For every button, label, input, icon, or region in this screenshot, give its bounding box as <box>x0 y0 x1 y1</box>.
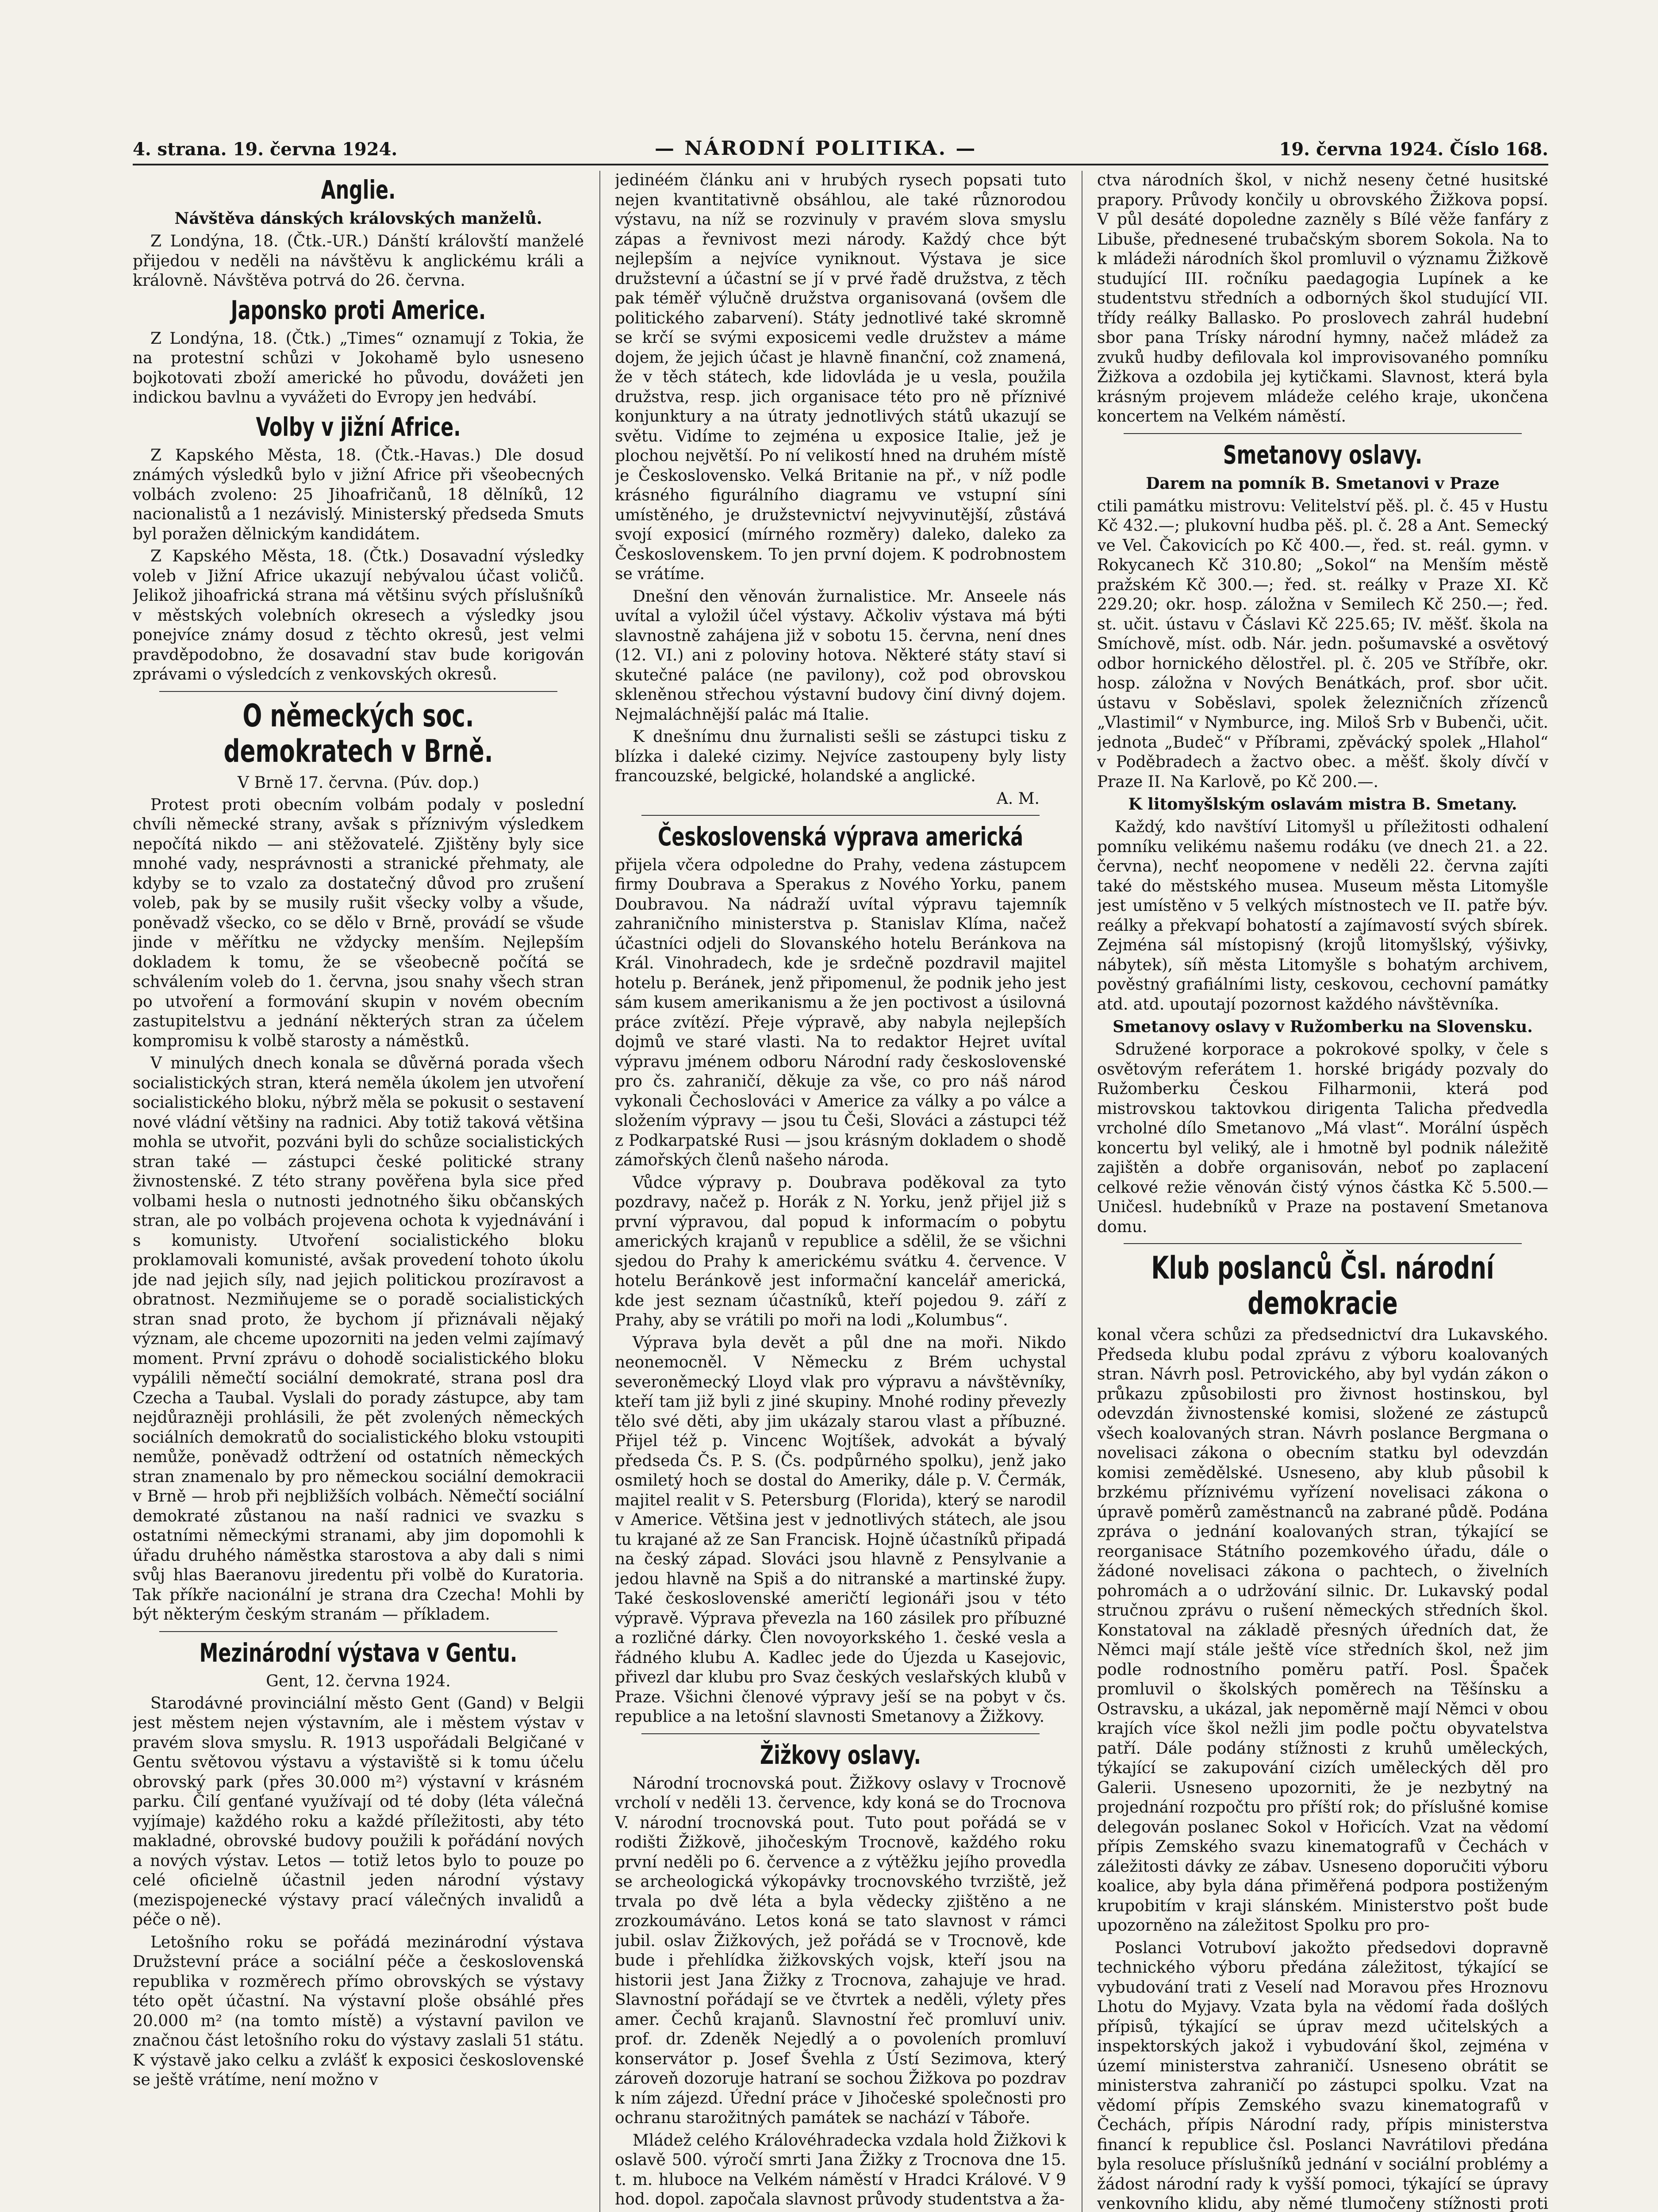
article-separator <box>1124 1243 1522 1244</box>
article-subtitle-anglie: Návštěva dánských královských manželů. <box>174 209 542 228</box>
article-subtitle: Smetanovy oslavy v Ružomberku na Slovensku. <box>1113 1018 1533 1036</box>
article-subtitle: K litomyšlským oslavám mistra B. Smetany. <box>1128 795 1517 814</box>
article-title-brno: O německých soc. demokratech v Brně. <box>223 697 493 769</box>
article-title-anglie: Anglie. <box>321 175 396 205</box>
article-title-afrika: Volby v jižní Africe. <box>256 411 461 442</box>
article-text: Každý, kdo navštíví Litomyšl u příležitosti odhalení pomníku velikému našemu rodáku (ve dnech 21. a 22. června), nechť neopomene v neděli 22. června zajíti také do městského musea. Museum města Litomyšle jest umístěno v 5 velkých místnostech ve II. patře býv. reálky a překvapí bohatostí a zajímavostí svých sbírek. Zejména sál místopisný (krojů litomyšlský, výšivky, nábytek), síň města Litomyšle s bohatým archivem, pověstný grafiálními listy, ceskovou, cechovní památky atd. atd. upoutají pozornost každého návštěvníka. <box>1097 818 1548 1014</box>
article-title-gent: Mezinárodní výstava v Gentu. <box>199 1637 518 1668</box>
header-issue-number: 19. června 1924. Číslo 168. <box>1279 139 1548 160</box>
page-header <box>133 137 1548 162</box>
article-text: Vůdce výpravy p. Doubrava poděkoval za tyto pozdravy, načež p. Horák z N. Yorku, jenž přijel již s první výpravou, dal popud k informacím o pobytu amerických krajanů v republice a sdělil, že se všichni sjedou do Prahy k americkému svátku 4. července. V hotelu Beránkově jest informační kancelář americká, kde jest seznam účastníků, kteří pojedou 9. září z Prahy, aby se vrátili po moři na lodi „Kolumbus“. <box>615 1173 1066 1329</box>
article-dateline: Gent, 12. června 1924. <box>266 1672 451 1690</box>
article-title-klub: Klub poslanců Čsl. národní demokracie <box>1151 1250 1494 1321</box>
header-page-date: 4. strana. 19. června 1924. <box>133 139 398 160</box>
article-separator <box>159 1631 557 1632</box>
article-text: Národní trocnovská pout. Žižkovy oslavy v Trocnově vrcholí v neděli 13. července, kdy koná se do Trocnova V. národní trocnovská pout. Tuto pout pořádá se v rodišti Žižkově, jihočeským Trocnově, každého roku první neděli po 6. července a z výtěžku jejího provedla se archeologická výkopávky trocnovského tvrziště, jež trvala po dvě léta a byla vědecky zjištěno a ne zrozkoumáváno. Letos koná se tato slavnost v rámci jubil. oslav Žižkových, jež pořádá se v Trocnově, kde bude i přehlídka žižkovských vojsk, kteří jsou na historii jest Jana Žižky z Trocnova, zahajuje ve hrad. Slavnostní pořádají se ve čtvrtek a neděli, výlety přes amer. Čechů krajanů. Slavnostní řeč promluví univ. prof. dr. Zdeněk Nejedlý a o povoleních promluví konservátor p. Josef Švehla z Ústí Sezimova, který zároveň dozoruje hatraní se sochou Žižkova po pozdrav k ním zájezd. Úřední práce v Jihočeské společnosti pro ochranu starožitných památek se nachází v Táboře. <box>615 1774 1066 2127</box>
article-text: Protest proti obecním volbám podaly v poslední chvíli německé strany, avšak s příznivým výsledkem nepočítá nikdo — ani stěžovatelé. Zjištěny byly sice mnohé vady, nesprávnosti a stranické přehmaty, ale kdyby se to vzalo za dostatečný důvod pro zrušení voleb, pak by se musily rušit všecky volby a všude, poněvadž všecko, co se dělo v Brně, provádí se všude jinde v měřítku ne vždycky menším. Nejlepším dokladem k tomu, že se všeobecně počítá se schválením voleb do 1. června, jsou snahy všech stran po utvoření a formování skupin v novém obecním zastupitelstvu a jednání některých stran za účelem kompromisu k volbě starosty a náměstků. <box>133 795 584 1050</box>
article-text: Sdružené korporace a pokrokové spolky, v čele s osvětovým referátem 1. horské brigády pozvaly do Ružomberku Českou Filharmonii, která pod mistrovskou taktovkou dirigenta Talicha předvedla vrcholné dílo Smetanovo „Má vlast“. Morální úspěch koncertu byl veliký, ale i hmotně byl podnik náležitě zajištěn a dobře organisován, neboť po zaplacení celkové režie věnován čistý výnos částka Kč 5.500.— Uničesl. hudebníků v Praze na postavení Smetanova domu. <box>1097 1041 1548 1236</box>
article-text: Mládež celého Královéhradecka vzdala hold Žižkovi k oslavě 500. výročí smrti Jana Žižky z Trocnova dne 15. t. m. hluboce na Velkém náměstí v Hradci Králové. V 9 hod. dopol. započala slavnost průvody studentstva a ža- <box>615 2131 1066 2208</box>
article-text: Letošního roku se pořádá mezinárodní výstava Družstevní práce a sociální péče a československá republika v rozměrech přímo obrovských se výstavy této opět účastní. Na výstavní ploše obsáhlé přes 20.000 m² (na tomto místě) a výstavní pavilon ve značnou část letošního roku do výstavy zaslali 51 státu. K výstavě jako celku a zvlášť k exposici československé se ještě vrátíme, není možno v <box>133 1933 584 2089</box>
article-separator <box>641 815 1040 816</box>
article-text: jedinéém článku ani v hrubých rysech popsati tuto nejen kvantitativně obsáhlou, ale také různorodou výstavu, na níž se rozvinuly v pravém slova smyslu zápas a řevnivost mezi národy. Každý chce být nejlepším a nejvíce vyniknout. Výstava je sice družstevní a účastní se jí v prvé řadě družstva, z těch pak téměř výlučně družstva organisovaná (ovšem dle politického zabarvení). Státy jednotlivé také skromně se krčí se svými exposicemi vedle družstev a máme dojem, že jejich účast je hlavně finanční, což znamená, že v těch státech, kde lidovláda je u vesla, použila družstva, resp. jich organisace této pro ně příznivé konjunktury a na útraty jednotlivých států ukazují se světu. Vidíme to zejména u exposice Italie, jež je plochou největší. Po ní velikostí hned na druhém místě je Československo. Velká Britanie na př., v níž podle krásného figurálního diagramu ve vstupní síni umístěného, je družstevnictví nejvyvinutější, zůstává svojí exposicí (mírného rozměry) daleko, daleko za Československem. To jen první dojem. K podrobnostem se vrátíme. <box>615 171 1066 583</box>
article-text: ctili památku mistrovu: Velitelství pěš. pl. č. 45 v Hustu Kč 432.—; plukovní hudba pěš. pl. č. 28 a Ant. Semecký ve Vel. Čakovicích po Kč 400.—, řed. st. reál. gymn. v Rokycanech Kč 310.80; „Sokol“ na Menším městě pražském Kč 300.—; řed. st. reálky v Praze XI. Kč 229.20; okr. hosp. záložna v Semilech Kč 250.—; řed. st. učit. ústavu v Čáslavi Kč 225.65; IV. měšť. škola na Smíchově, míst. odb. Nár. jedn. pošumavské a osvětový odbor hornického dělostřel. pl. č. 205 ve Stříbře, okr. hosp. záložna v Nových Benátkách, prof. sbor učit. ústavu v Soběslavi, spolek železničních zřízenců „Vlastimil“ v Nymburce, ing. Miloš Srb v Bubenči, učit. jednota „Budeč“ v Příbrami, zpěvácký spolek „Hlahol“ v Poděbradech a žactvo obec. a měšť. školy dívčí v Praze II. Na Karlově, po Kč 200.—. <box>1097 497 1548 791</box>
masthead: — NÁRODNÍ POLITIKA. — <box>655 137 977 160</box>
article-dateline: V Brně 17. června. (Púv. dop.) <box>238 773 479 792</box>
article-text: V minulých dnech konala se důvěrná porada všech socialistických stran, která neměla úkolem jen utvoření socialistického bloku, nýbrž měla se pokusit o sestavení nové vládní většiny na radnici. Aby totiž taková většina mohla se utvořit, pozváni byli do schůze socialistických stran také — zástupci české politické strany živnostenské. Z této strany pověřena byla sice před volbami hesla o nutnosti jednotného šiku občanských stran, ale po volbách projevena ochota k vyjednávání i s komunisty. Utvoření socialistického bloku proklamovali komunisté, avšak provedení tohoto úkolu jde nad jejich síly, nad jejich politickou prozíravost a obratnost. Nezmiňujeme se o poradě socialistických stran snad proto, že bychom jí přiznávali nějaký význam, ale chceme upozorniti na jeden velmi zajímavý moment. První zprávu o dohodě socialistického bloku vypálili němečtí sociální demokraté, strana posl dra Czecha a Taubal. Vyslali do porady zástupce, aby tam nejdůrazněji prohlásili, že pět zvolených německých sociálních demokratů do socialistického bloku vstoupiti nemůže, poněvadž odtržení od ostatních německých stran znamenalo by pro německou sociální demokracii v Brně — hrob při nejbližších volbách. Němečtí sociální demokraté zůstanou na naší radnici ve svazku s ostatními německými stranami, aby jim dopomohli k úřadu druhého náměstka starostova a aby dali s nimi svůj hlas Baeranovu jiredentu při volbě do Kuratoria. Tak příkře nacionální je strana dra Czecha! Mohli by být některým českým stranám — příkladem. <box>133 1054 584 1624</box>
header-rule <box>133 164 1548 165</box>
article-separator <box>1124 433 1522 434</box>
column-3 <box>1097 171 1548 2212</box>
article-text: K dnešnímu dnu žurnalisti sešli se zástupci tisku z blízka i daleké cizimy. Nejvíce zastoupeny byly listy francouzské, belgické, holandské a anglické. <box>615 728 1066 785</box>
article-signature: A. M. <box>996 789 1040 808</box>
article-text: přijela včera odpoledne do Prahy, vedena zástupcem firmy Doubrava a Sperakus z Nového Yorku, panem Doubravou. Na nádraží uvítal výpravu tajemník zahraničního ministerstva p. Stanislav Klíma, načež účastníci odjeli do Slovanského hotelu Beránkova na Král. Vinohradech, kde je srdečně pozdravil majitel hotelu p. Beránek, jenž připomenul, že podnik jeho jest sám kusem amerikanismu a že jen poctivost a úsilovná práce zvítězí. Přeje výpravě, aby nabyla nejlepších dojmů ve staré vlasti. Na to redaktor Hejret uvítal výpravu jménem odboru Národní rady československé pro čs. zahraničí, děkuje za vše, co pro náš národ vykonali Čechoslováci v Americe za války a po válce a složením výpravy — jsou tu Češi, Slováci a zástupci též z Podkarpatské Rusi — jsou krásným dokladem o shodě zámořských členů našeho národa. <box>615 856 1066 1169</box>
article-text: Poslanci Votruboví jakožto předsedovi dopravně technického výboru předána záležitost, týkající se vybudování trati z Veselí nad Moravou přes Hroznovu Lhotu do Myjavy. Vzata byla na vědomí řada došlých přípisů, týkající se úprav mezd učitelských a inspektorských jakož i vybudování škol, zejména v území ministerstva zahraničí. Usneseno obrátit se ministerstva zahraničí po zástupci spolku. Vzat na vědomí přípis Zemského svazu kinematografů v Čechách, přípis Národní rady, přípis ministerstva financí k republice čsl. Poslanci Navrátilovi předána byla resoluce příslušníků jednání v sociální problémy a žádost národní rady k vyšší pomoci, týkající se úpravy venkovního klidu, aby němé tlumočeny stížnosti proti <box>1097 1939 1548 2212</box>
article-title-zizkovy: Žižkovy oslavy. <box>760 1740 921 1770</box>
article-text: Z Kapského Města, 18. (Čtk.-Havas.) Dle dosud známých výsledků bylo v jižní Africe při všeobecných volbách zvoleno: 25 Jihoafričanů, 18 dělníků, 12 nacionalistů a 1 nezávislý. Ministerský předseda Smuts byl poražen dělnickým kandidátem. <box>133 446 584 543</box>
article-title-vyprava: Československá výprava americká <box>657 821 1023 852</box>
column-divider-1 <box>599 171 600 2212</box>
article-text: konal včera schůzi za předsednictví dra Lukavského. Předseda klubu podal zprávu z výboru koalovaných stran. Návrh posl. Petrovického, aby byl vydán zákon o průkazu způsobilosti pro živnost hostinskou, byl odevzdán živnostenské komisi, složené ze zástupců všech koalovaných stran. Návrh poslance Bergmana o novelisaci zákona o obecním statku byl odevzdán komisi zemědělské. Usneseno, aby klub působil k brzkému příznivému vyřízení novelisaci zákona o úpravě poměrů zaměstnanců na zabrané půdě. Podána zpráva o jednání koalovaných stran, týkající se reorganisace Státního pozemkového úřadu, dále o žádoné novelisaci zákona o pachtech, o živelních pohromách a o udržování silnic. Dr. Lukavský podal stručnou zprávu o rušení německých středních škol. Konstatoval na základě přesných úředních dat, že Němci mají stále ještě více středních škol, než jim podle rodnostního poměru patří. Posl. Špaček promluvil o školských poměrech na Těšínsku a Ostravsku, a ukázal, jak nepoměrně mají Němci v obou krajích více škol nežli jim podle počtu obyvatelstva patří. Dále podány stížnosti z kruhů uměleckých, týkající se zakupování cizích uměleckých děl pro Galerii. Usneseno upozorniti, že je nezbytný na projednání rozpočtu pro příští rok; do příslušné komise delegován poslanec Sokol v Hořicích. Vzat na vědomí přípis Zemského svazu kinematografů v Čechách v záležitosti dávky ze zábav. Usneseno doporučiti výboru koalice, aby byla dána přiměřená podpora postiženým krupobitím v kraji slánském. Ministerstvo pošt bude upozorněno na záležitost Spolku pro pro- <box>1097 1326 1548 1935</box>
article-text: Dnešní den věnován žurnalistice. Mr. Anseele nás uvítal a vyložil účel výstavy. Ačkoliv výstava má býti slavnostně zahájena již v sobotu 15. června, není dnes (12. VI.) ani z poloviny hotova. Některé státy staví si skutečné paláce (ne pavilony), což pod obrovskou skleněnou střechou výstavní budovy činí divný dojem. Nejmaláchnější palác má Italie. <box>615 587 1066 724</box>
article-text: Z Londýna, 18. (Čtk.-UR.) Dánští královští manželé přijedou v neděli na návštěvu k anglickému králi a královně. Návštěva potrvá do 26. června. <box>133 232 584 290</box>
article-subtitle: Darem na pomník B. Smetanovi v Praze <box>1146 474 1500 493</box>
article-separator <box>159 691 557 692</box>
article-text: Z Londýna, 18. (Čtk.) „Times“ oznamují z Tokia, že na protestní schůzi v Jokohamě bylo usneseno bojkotovati zboží americké ho původu, dovážeti jen indickou bavlnu a vyvážeti do Evropy jen hedvábí. <box>133 329 584 407</box>
column-2 <box>615 171 1066 2212</box>
newspaper-page <box>133 137 1548 2212</box>
article-text: Starodávné provinciální město Gent (Gand) v Belgii jest městem nejen výstavním, ale i městem výstav v pravém slova smyslu. R. 1913 uspořádali Belgičané v Gentu světovou výstavu a výstaviště si k tomu účelu obrovský park (přes 30.000 m²) výstavní v krásném parku. Čilí genťané využívají od té doby (léta válečná vyjímaje) každého roku a každé příležitosti, aby této makladné, obrovské budovy použili k pořádání nových a nových výstav. Letos — totiž letos bylo to pouze po celé oficielně účastnil jeden národní výstavy (mezispojenecké výstavy prací válečných invalidů a péče o ně). <box>133 1694 584 1929</box>
article-separator <box>641 1733 1040 1734</box>
article-text: ctva národních škol, v nichž neseny četné husitské prapory. Průvody končily u obrovského Žižkova popsí. V půl desáté dopoledne zazněly s Bílé věže fanfáry z Libuše, přednesené trubačským sborem Sokola. Na to k mládeži národních škol promluvil o významu Žižkově studující III. ročníku paedagogia Lupínek a ke studentstvu středních a odborných škol studující VII. třídy reálky Ballasko. Po proslovech zahrál hudební sbor pana Trísky národní hymny, načež mládež za zvuků hudby defilovala kol improvisovaného pomníku Žižkova a ozdobila jej kytičkami. Slavnost, která byla krásným projevem mládeže celého kraje, ukončena koncertem na Velkém náměstí. <box>1097 171 1548 426</box>
article-title-japonsko: Japonsko proti Americe. <box>230 295 486 325</box>
article-text: Z Kapského Města, 18. (Čtk.) Dosavadní výsledky voleb v Jižní Africe ukazují nebývalou účast voličů. Jelikož jihoafrická strana má většinu svých příslušníků v městských volebních okresech a výsledky jsou ponejvíce známy dosud z těchto okresů, jest velmi pravděpodobno, že dosavadní stav bude korigován zprávami o výsledcích z venkovských okresů. <box>133 547 584 684</box>
article-text: Výprava byla devět a půl dne na moři. Nikdo neonemocněl. V Německu z Brém uchystal severoněmecký Lloyd vlak pro výpravu a návštěvníky, kteří tam již byli z jiné skupiny. Mnohé rodiny převezly tělo své děti, aby jim ukázaly starou vlast a příbuzné. Přijel též p. Vincenc Wojtíšek, advokát a bývalý předseda Čs. P. S. (Čs. podpůrného spolku), jenž jako osmiletý hoch se dostal do Ameriky, dále p. V. Čermák, majitel realit v S. Petersburg (Florida), který se narodil v Americe. Většina jest v jednotlivých státech, ale jsou tu krajané až ze San Francisk. Hojně účastníků připadá na český západ. Slováci jsou hlavně z Pensylvanie a jedou hlavně na Spiš a do nitranské a martinské župy. Také československé američtí legionáři jsou v této výpravě. Výprava převezla na 160 zásilek pro příbuzné a rozličné dárky. Člen novoyorkského 1. české vesla a řádného klubu A. Kadlec jede do Újezda u Kasejovic, přivezl dar klubu pro Svaz českých veslařských klubů v Praze. Všichni členové výpravy ješí se na pobyt v čs. republice a na letošní slavnosti Smetanovy a Žižkovy. <box>615 1333 1066 1726</box>
column-1 <box>133 171 584 2212</box>
article-title-smetanovy: Smetanovy oslavy. <box>1223 439 1423 470</box>
